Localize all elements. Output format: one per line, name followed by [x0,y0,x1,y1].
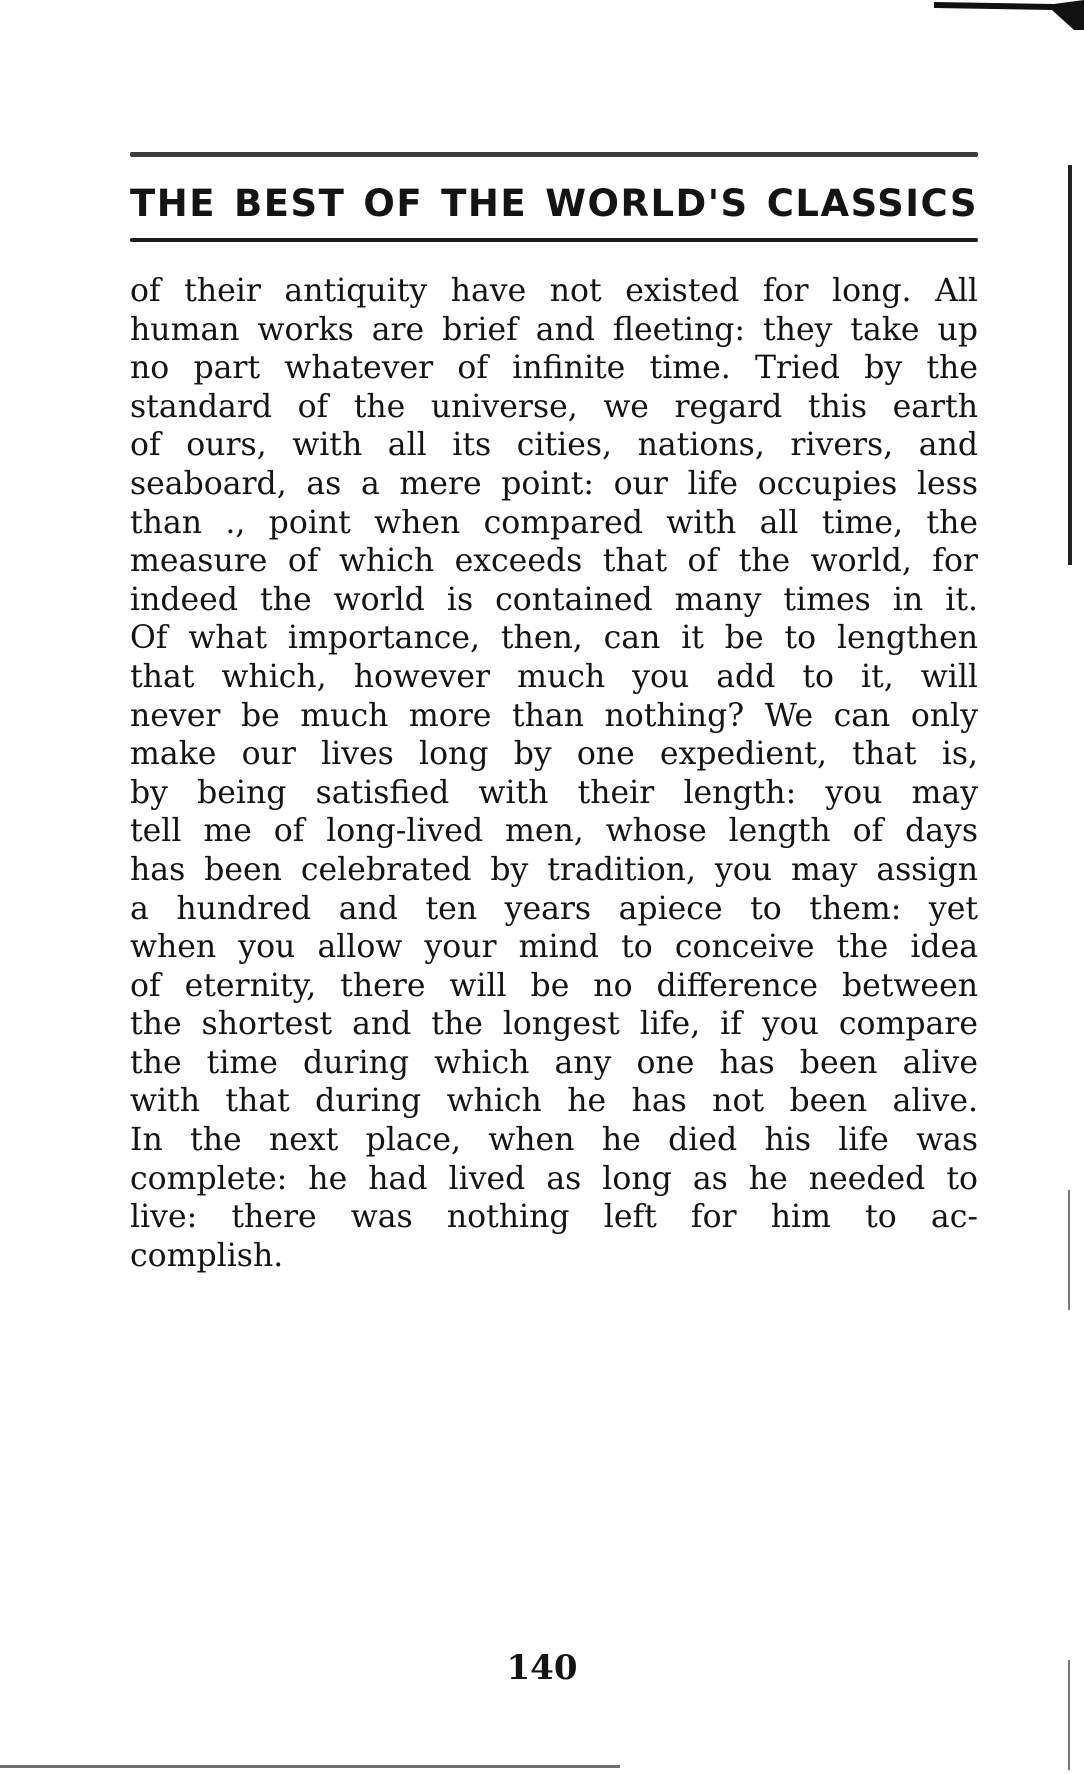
text-line: has been celebrated by tradition, you may assign [130,851,978,888]
body-text [130,272,978,1275]
text-line: than ., point when compared with all time, the [130,504,978,541]
text-line: complish. [130,1237,284,1274]
margin-scan-line [1068,1660,1070,1770]
margin-scan-line [1068,165,1072,565]
bottom-page-edge [0,1765,620,1768]
text-line: Of what importance, then, can it be to lengthen [130,620,978,657]
text-line: seaboard, as a mere point: our life occupies less [130,465,978,502]
text-line: complete: he had lived as long as he needed to [130,1160,978,1197]
text-line: In the next place, when he died his life was [130,1122,978,1159]
corner-tab-mark [934,0,1084,30]
text-line: when you allow your mind to conceive the idea [130,929,978,966]
text-line: that which, however much you add to it, will [130,658,978,695]
text-line: live: there was nothing left for him to ac- [130,1199,978,1236]
text-line: no part whatever of infinite time. Tried by the [130,350,978,387]
text-line: indeed the world is contained many times in it. [130,581,978,618]
text-line: of eternity, there will be no difference between [130,967,978,1004]
margin-scan-line [1068,1190,1070,1310]
text-line: the shortest and the longest life, if you compare [130,1006,978,1043]
header-top-rule [130,152,978,157]
text-line: with that during which he has not been alive. [130,1083,978,1120]
running-head: THE BEST OF THE WORLD'S CLASSICS [130,182,978,225]
text-line: tell me of long-lived men, whose length of days [130,813,978,850]
text-line: the time during which any one has been alive [130,1044,978,1081]
header-bottom-rule [130,238,978,242]
text-line: by being satisfied with their length: you may [130,774,978,811]
text-line: standard of the universe, we regard this earth [130,388,978,425]
text-line: of their antiquity have not existed for long. All [130,273,978,309]
text-line: make our lives long by one expedient, that is, [130,736,978,773]
text-line: measure of which exceeds that of the world, for [130,543,978,580]
text-line: a hundred and ten years apiece to them: yet [130,890,978,927]
text-line: of ours, with all its cities, nations, rivers, and [130,427,978,464]
text-line: human works are brief and fleeting: they take up [130,311,978,348]
page-number: 140 [506,1648,578,1688]
text-line: never be much more than nothing? We can only [130,697,978,734]
